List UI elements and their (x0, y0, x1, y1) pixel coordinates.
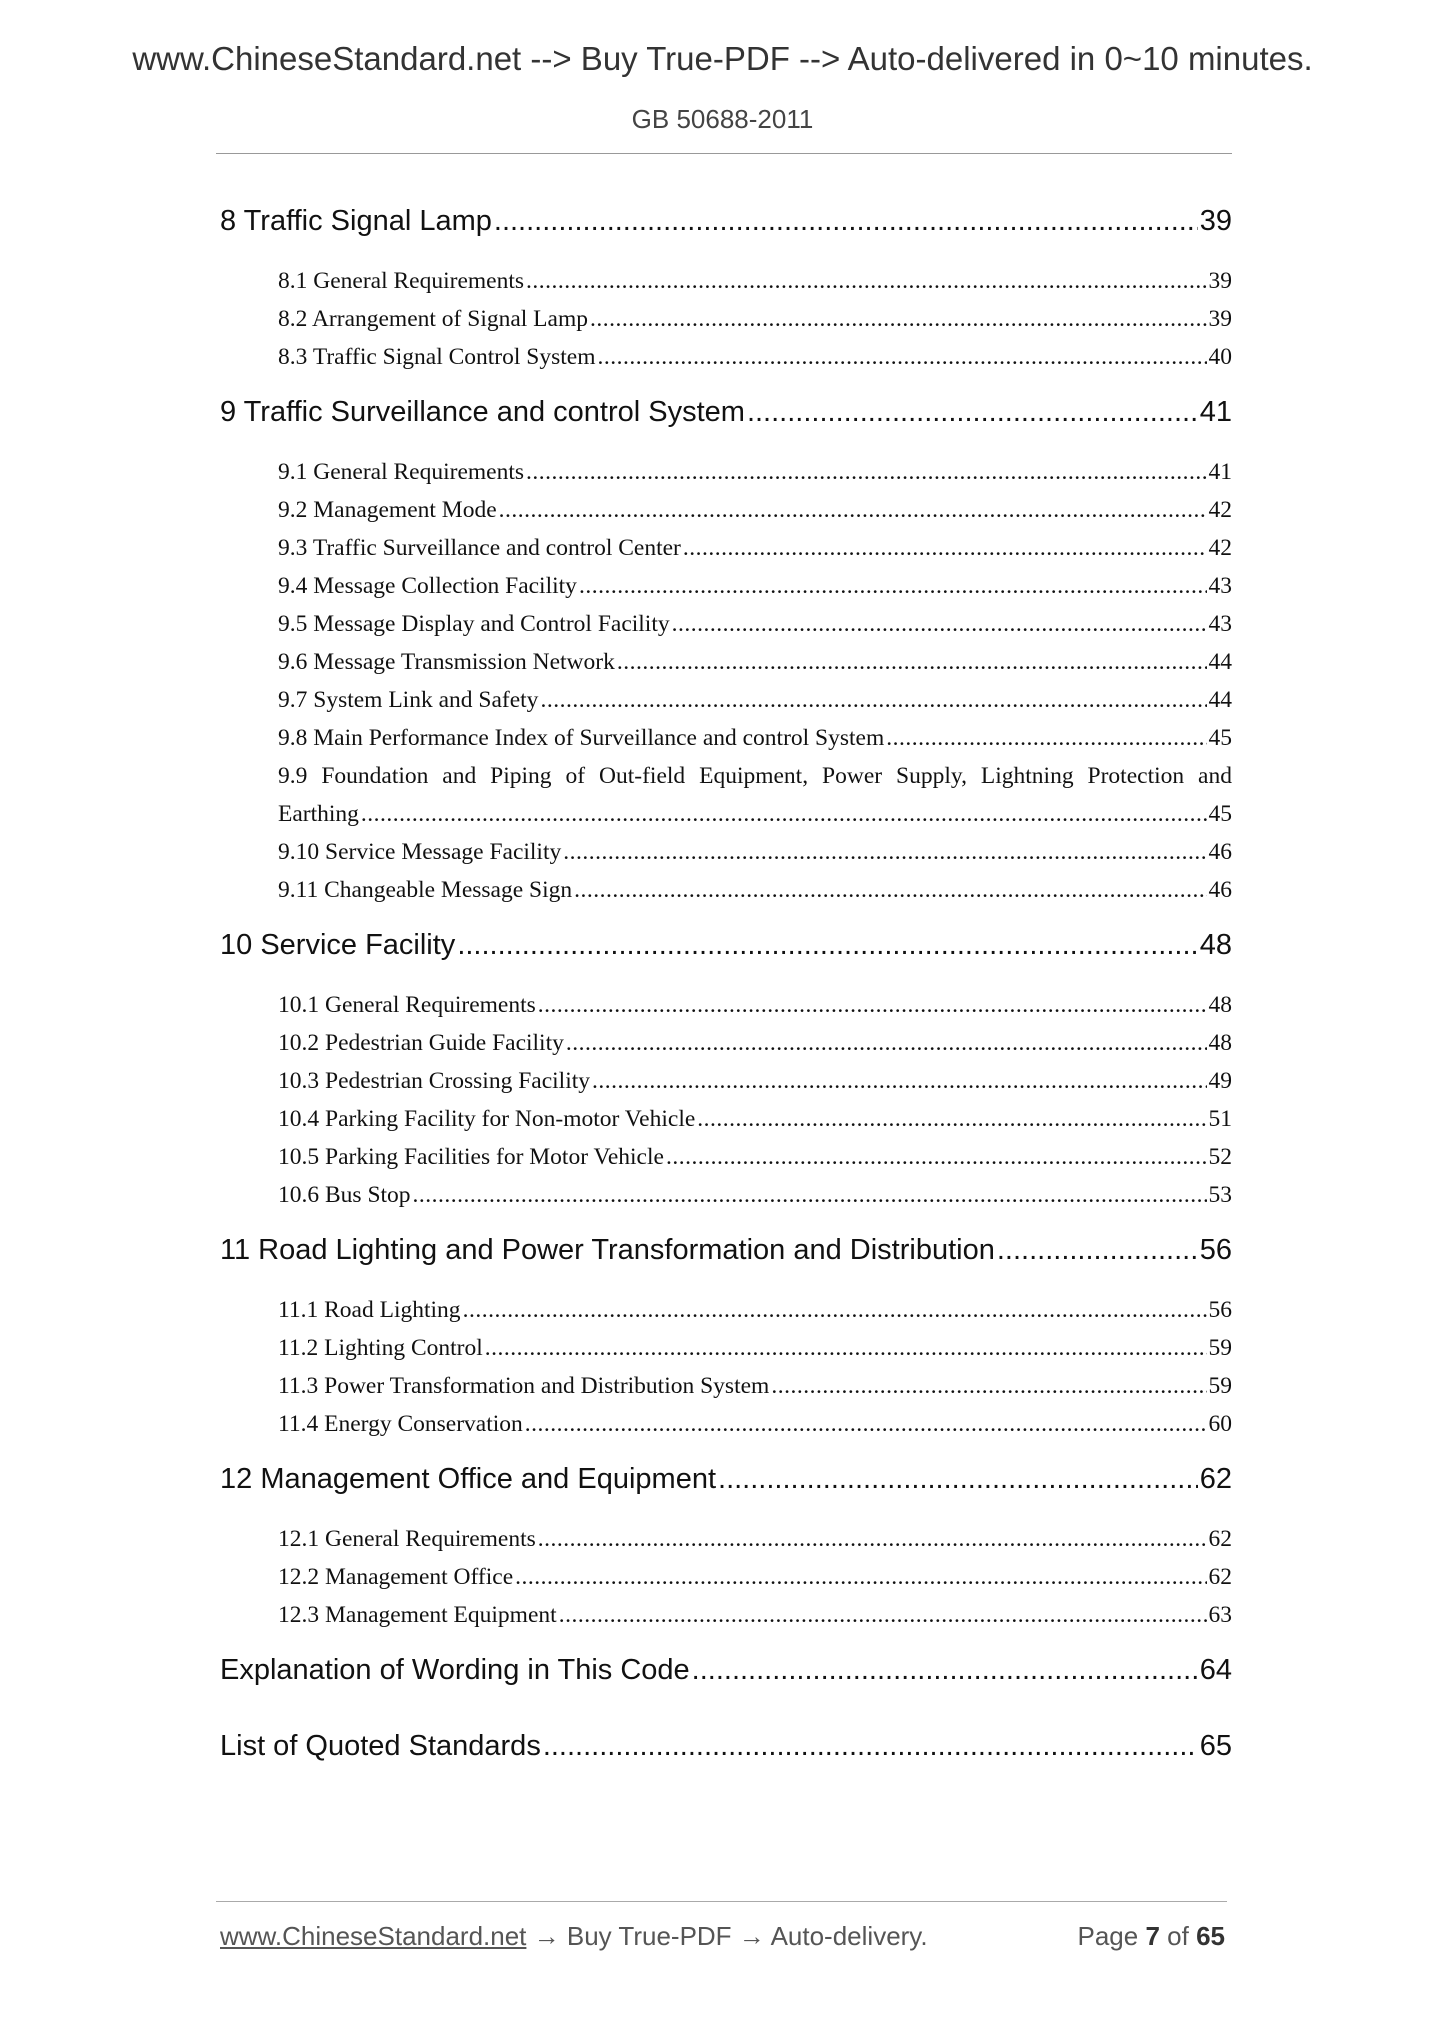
header-divider (216, 153, 1232, 154)
toc-leader-dots (515, 1564, 1206, 1591)
toc-leader-dots (574, 877, 1206, 904)
toc-leader-dots (683, 535, 1207, 562)
toc-leader-dots (997, 1234, 1198, 1267)
current-page-number: 7 (1145, 1921, 1160, 1951)
toc-section-11-4[interactable] (278, 1411, 1232, 1438)
toc-page-number: 46 (1208, 877, 1232, 903)
toc-title: 9.10 Service Message Facility (278, 839, 562, 865)
toc-section-9-3[interactable] (278, 535, 1232, 562)
toc-leader-dots (463, 1297, 1207, 1324)
toc-section-8-1[interactable] (278, 268, 1232, 295)
toc-title: 9.7 System Link and Safety (278, 687, 539, 713)
toc-leader-dots (413, 1182, 1207, 1209)
toc-page-number: 62 (1208, 1564, 1232, 1590)
toc-leader-dots (617, 649, 1207, 676)
toc-leader-dots (485, 1335, 1207, 1362)
toc-section-9-11[interactable] (278, 877, 1232, 904)
toc-section-12-1[interactable] (278, 1526, 1232, 1553)
toc-leader-dots (538, 1526, 1207, 1553)
toc-title: 10.2 Pedestrian Guide Facility (278, 1030, 564, 1056)
toc-page-number: 48 (1208, 1030, 1232, 1056)
toc-chapter-10[interactable] (220, 929, 1232, 962)
page-label: Page (1077, 1921, 1139, 1951)
toc-title: 9.5 Message Display and Control Facility (278, 611, 670, 637)
toc-page-number: 48 (1199, 929, 1232, 961)
toc-leader-dots (666, 1144, 1207, 1171)
toc-leader-dots (672, 611, 1207, 638)
toc-section-10-6[interactable] (278, 1182, 1232, 1209)
footer-divider (216, 1901, 1227, 1902)
toc-section-10-4[interactable] (278, 1106, 1232, 1133)
toc-title: 9.11 Changeable Message Sign (278, 877, 573, 903)
toc-leader-dots (747, 396, 1198, 429)
toc-leader-dots (718, 1463, 1198, 1496)
toc-page-number: 49 (1208, 1068, 1232, 1094)
toc-section-9-9-line2[interactable] (278, 801, 1232, 828)
toc-section-9-10[interactable] (278, 839, 1232, 866)
footer-promo (220, 1921, 928, 1952)
toc-title: 8 Traffic Signal Lamp (220, 205, 492, 237)
toc-page-number: 45 (1208, 725, 1232, 751)
toc-title: 10.3 Pedestrian Crossing Facility (278, 1068, 591, 1094)
toc-leader-dots (526, 459, 1206, 486)
toc-leader-dots (457, 929, 1197, 962)
toc-title: List of Quoted Standards (220, 1730, 541, 1762)
toc-page-number: 62 (1199, 1463, 1232, 1495)
toc-leader-dots (697, 1106, 1206, 1133)
toc-leader-dots (543, 1730, 1198, 1763)
toc-section-10-3[interactable] (278, 1068, 1232, 1095)
toc-title: 9 Traffic Surveillance and control System (220, 396, 745, 428)
toc-page-number: 52 (1208, 1144, 1232, 1170)
toc-page-number: 63 (1208, 1602, 1232, 1628)
document-id: GB 50688-2011 (631, 104, 814, 134)
toc-section-9-7[interactable] (278, 687, 1232, 714)
toc-page-number: 40 (1208, 344, 1232, 370)
toc-title: 11.1 Road Lighting (278, 1297, 461, 1323)
toc-page-number: 43 (1208, 573, 1232, 599)
toc-title: 11.4 Energy Conservation (278, 1411, 523, 1437)
toc-page-number: 51 (1208, 1106, 1232, 1132)
toc-page-number: 65 (1199, 1730, 1232, 1762)
footer-promo-text: → Buy True-PDF → Auto-delivery. (526, 1921, 928, 1951)
toc-leader-dots (886, 725, 1206, 752)
toc-page-number: 39 (1208, 306, 1232, 332)
toc-chapter-12[interactable] (220, 1463, 1232, 1496)
page-indicator (1077, 1921, 1225, 1952)
toc-page-number: 64 (1199, 1654, 1232, 1686)
toc-leader-dots (563, 839, 1206, 866)
toc-title: 12.3 Management Equipment (278, 1602, 557, 1628)
toc-list-of-quoted-standards[interactable] (220, 1730, 1232, 1763)
toc-section-8-2[interactable] (278, 306, 1232, 333)
toc-title: 11.3 Power Transformation and Distribution System (278, 1373, 770, 1399)
toc-leader-dots (579, 573, 1207, 600)
toc-section-12-3[interactable] (278, 1602, 1232, 1629)
toc-page-number: 39 (1208, 268, 1232, 294)
toc-page-number: 59 (1208, 1335, 1232, 1361)
toc-leader-dots (540, 687, 1206, 714)
toc-title: 10 Service Facility (220, 929, 456, 961)
toc-leader-dots (526, 268, 1206, 295)
toc-section-12-2[interactable] (278, 1564, 1232, 1591)
toc-title: 10.5 Parking Facilities for Motor Vehicle (278, 1144, 664, 1170)
toc-leader-dots (494, 205, 1198, 238)
toc-title: 9.3 Traffic Surveillance and control Center (278, 535, 681, 561)
toc-leader-dots (559, 1602, 1207, 1629)
toc-page-number: 43 (1208, 611, 1232, 637)
toc-title: Explanation of Wording in This Code (220, 1654, 690, 1686)
toc-leader-dots (692, 1654, 1198, 1687)
toc-section-9-5[interactable] (278, 611, 1232, 638)
toc-title: 12.1 General Requirements (278, 1526, 536, 1552)
toc-title: 11.2 Lighting Control (278, 1335, 483, 1361)
toc-title: 9.4 Message Collection Facility (278, 573, 577, 599)
toc-page-number: 44 (1208, 649, 1232, 675)
toc-section-9-9-line1[interactable]: 9.9 Foundation and Piping of Out-field Equipment, Power Supply, Lightning Protection and (278, 763, 1232, 789)
toc-explanation-of-wording[interactable] (220, 1654, 1232, 1687)
toc-chapter-11[interactable] (220, 1234, 1232, 1267)
toc-section-11-1[interactable] (278, 1297, 1232, 1324)
toc-title: 9.8 Main Performance Index of Surveillance and control System (278, 725, 885, 751)
toc-title: 9.2 Management Mode (278, 497, 497, 523)
toc-leader-dots (361, 801, 1207, 828)
toc-page-number: 39 (1199, 205, 1232, 237)
toc-title: 12 Management Office and Equipment (220, 1463, 717, 1495)
toc-section-11-3[interactable] (278, 1373, 1232, 1400)
toc-section-9-1[interactable] (278, 459, 1232, 486)
toc-title: 10.6 Bus Stop (278, 1182, 411, 1208)
toc-section-10-1[interactable] (278, 992, 1232, 1019)
toc-section-9-8[interactable] (278, 725, 1232, 752)
toc-page-number: 48 (1208, 992, 1232, 1018)
toc-page-number: 45 (1208, 801, 1232, 827)
toc-page-number: 44 (1208, 687, 1232, 713)
toc-title: 11 Road Lighting and Power Transformation and Distribution (220, 1234, 995, 1266)
toc-leader-dots (771, 1373, 1206, 1400)
toc-title: 8.2 Arrangement of Signal Lamp (278, 306, 588, 332)
toc-section-10-5[interactable] (278, 1144, 1232, 1171)
toc-title: 9.6 Message Transmission Network (278, 649, 615, 675)
toc-section-11-2[interactable] (278, 1335, 1232, 1362)
toc-title: 12.2 Management Office (278, 1564, 514, 1590)
page-of-label: of (1167, 1921, 1189, 1951)
toc-chapter-8[interactable] (220, 205, 1232, 238)
toc-leader-dots (590, 306, 1207, 333)
toc-section-9-4[interactable] (278, 573, 1232, 600)
toc-page-number: 46 (1208, 839, 1232, 865)
toc-page-number: 41 (1208, 459, 1232, 485)
toc-page-number: 56 (1199, 1234, 1232, 1266)
toc-leader-dots (566, 1030, 1207, 1057)
toc-page-number: 60 (1208, 1411, 1232, 1437)
toc-leader-dots (538, 992, 1207, 1019)
toc-leader-dots (499, 497, 1207, 524)
toc-page-number: 53 (1208, 1182, 1232, 1208)
toc-leader-dots (598, 344, 1207, 371)
toc-title: 9.1 General Requirements (278, 459, 525, 485)
toc-page-number: 59 (1208, 1373, 1232, 1399)
toc-section-10-2[interactable] (278, 1030, 1232, 1057)
toc-title: 8.1 General Requirements (278, 268, 525, 294)
toc-page-number: 62 (1208, 1526, 1232, 1552)
toc-title: 10.4 Parking Facility for Non-motor Vehicle (278, 1106, 696, 1132)
toc-page-number: 42 (1208, 535, 1232, 561)
toc-title: 8.3 Traffic Signal Control System (278, 344, 596, 370)
toc-leader-dots (592, 1068, 1206, 1095)
toc-section-9-2[interactable] (278, 497, 1232, 524)
footer-site-link[interactable]: www.ChineseStandard.net (220, 1921, 527, 1951)
toc-section-8-3[interactable] (278, 344, 1232, 371)
toc-section-9-6[interactable] (278, 649, 1232, 676)
toc-page-number: 56 (1208, 1297, 1232, 1323)
toc-leader-dots (525, 1411, 1207, 1438)
total-pages-number: 65 (1196, 1921, 1225, 1951)
toc-page-number: 42 (1208, 497, 1232, 523)
toc-chapter-9[interactable] (220, 396, 1232, 429)
toc-page-number: 41 (1199, 396, 1232, 428)
toc-title: Earthing (278, 801, 359, 827)
top-banner: www.ChineseStandard.net --> Buy True-PDF --> Auto-delivered in 0~10 minutes. (132, 40, 1313, 77)
toc-title: 10.1 General Requirements (278, 992, 536, 1018)
